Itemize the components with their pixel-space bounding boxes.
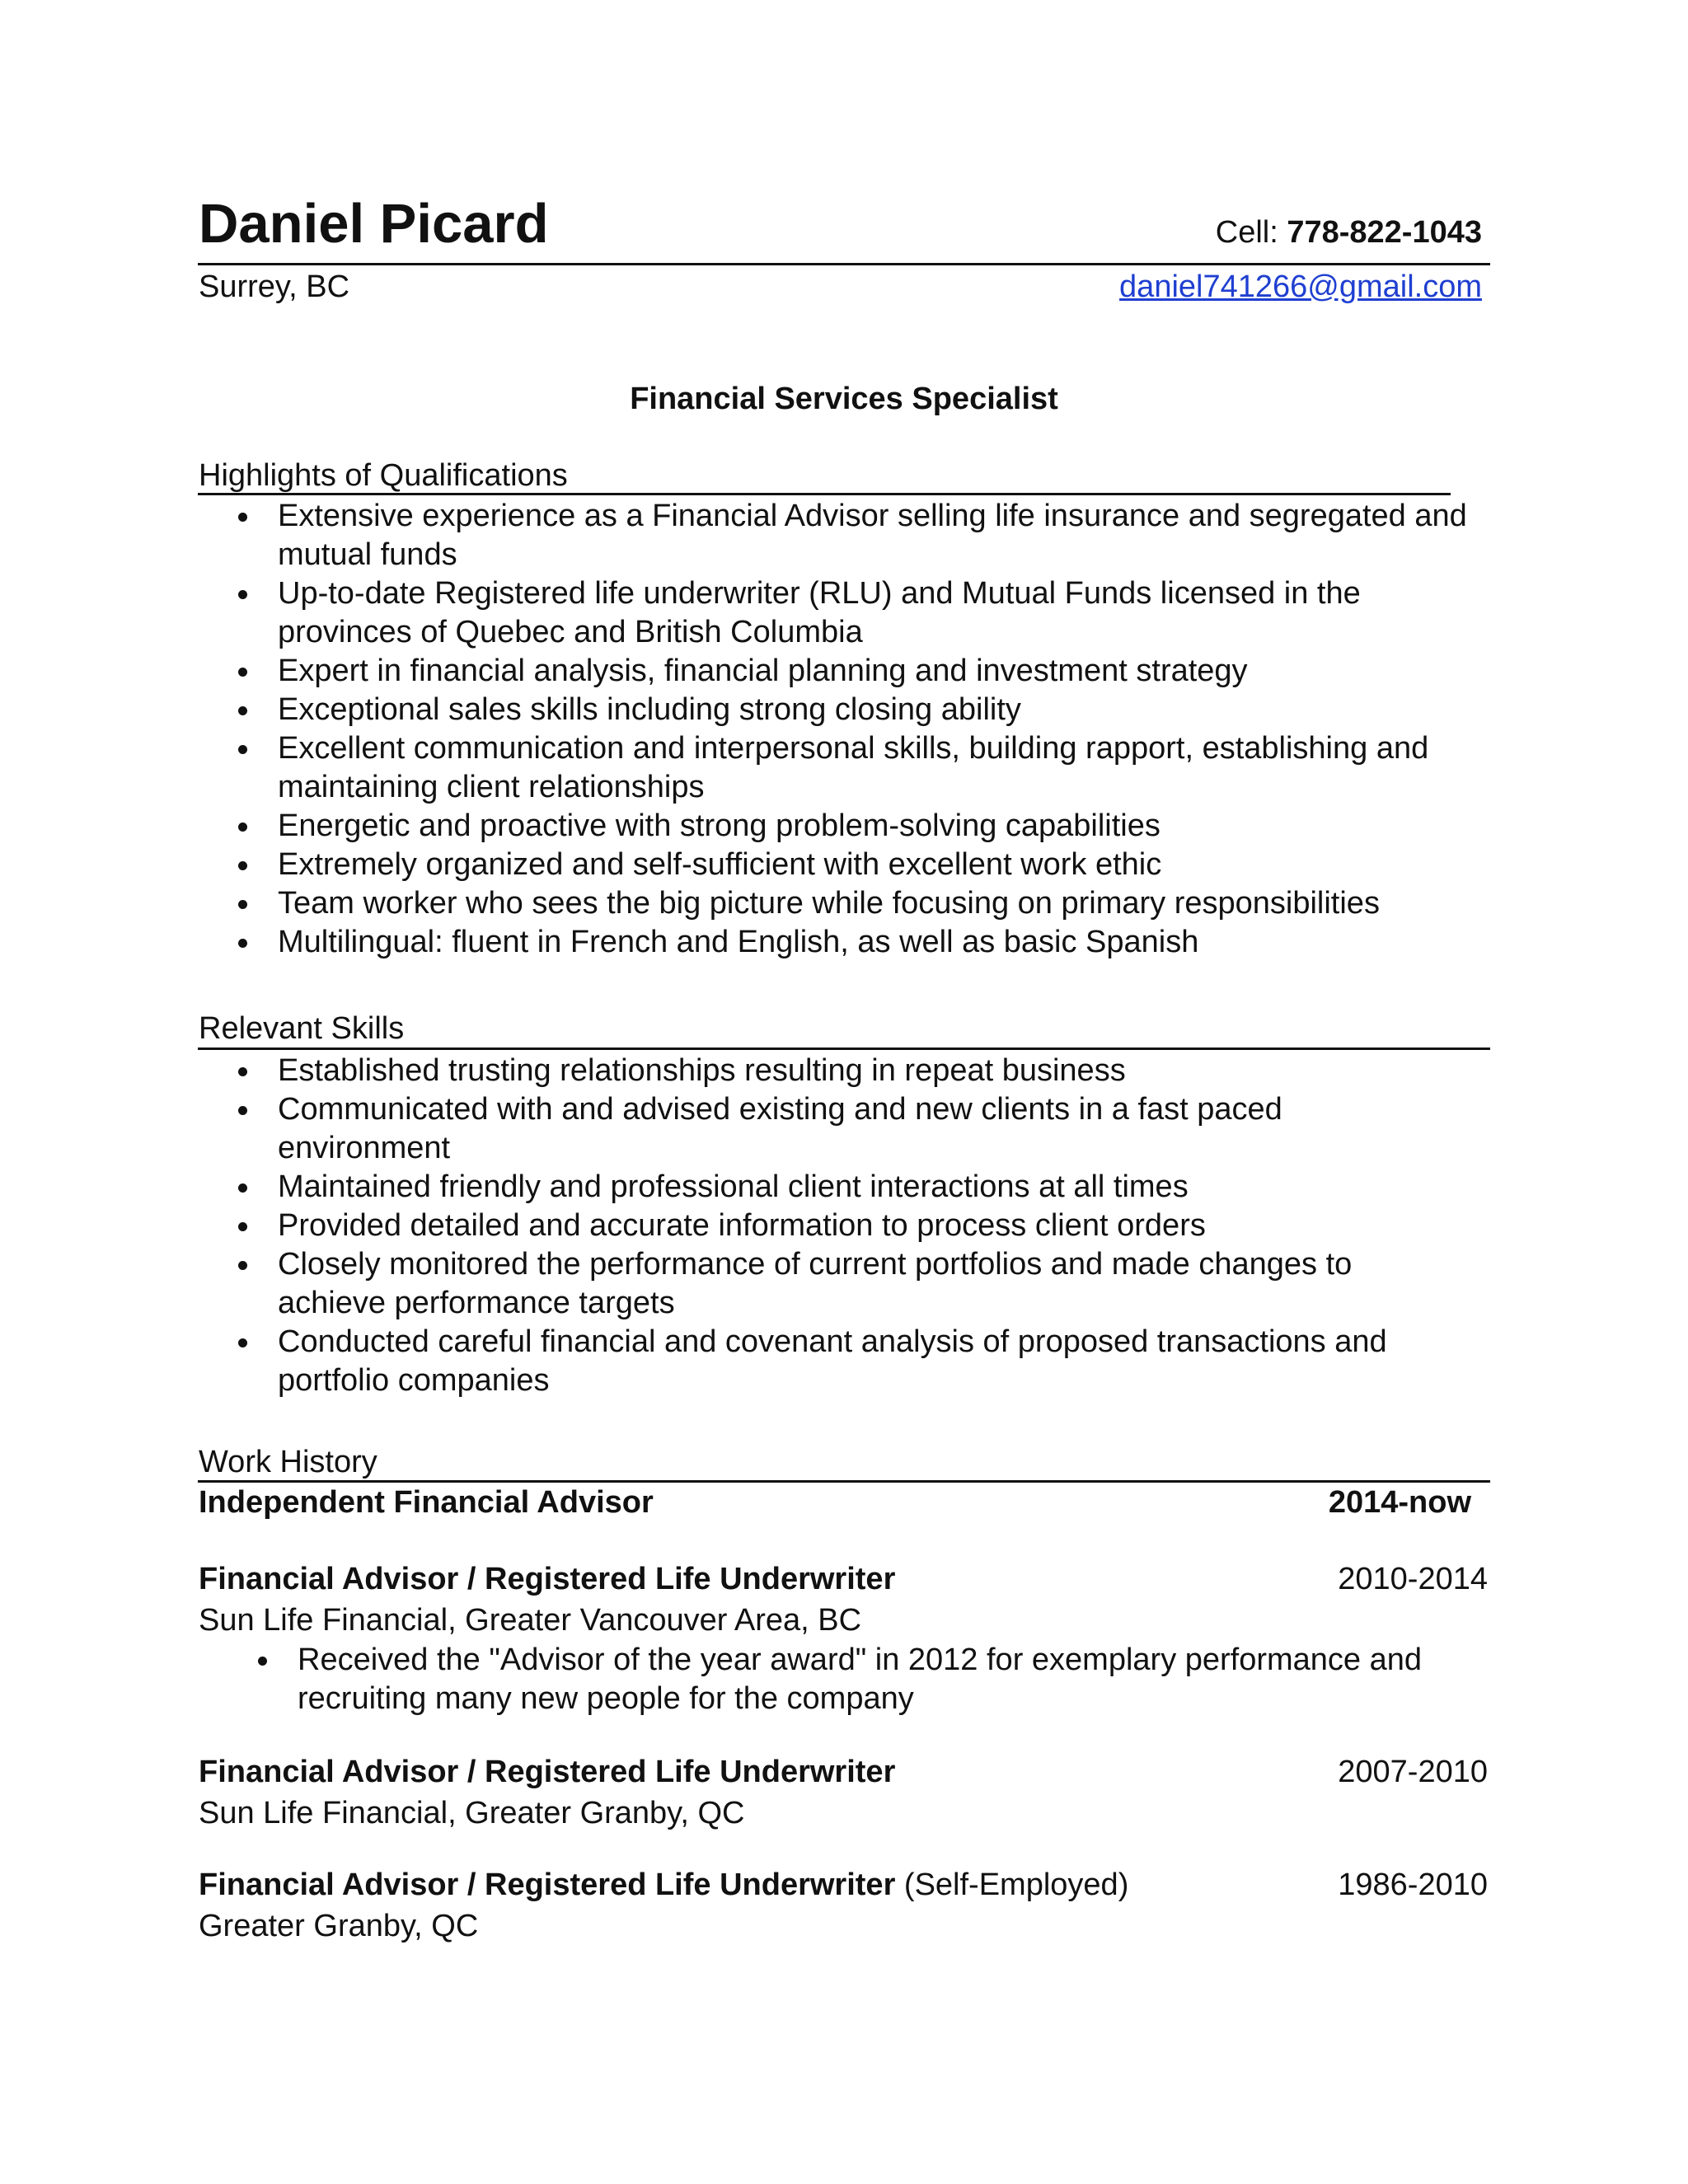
job-dates: 2010-2014 [1338, 1562, 1488, 1596]
skills-list [199, 1052, 1435, 1400]
list-item: Team worker who sees the big picture while focusing on primary responsibilities [199, 884, 1468, 923]
bullet-icon [238, 1222, 247, 1231]
bullet-icon [238, 1338, 247, 1347]
job-title: Financial Advisor / Registered Life Underwriter [199, 1562, 896, 1596]
bullet-icon [238, 861, 247, 870]
list-item: Communicated with and advised existing and new clients in a fast paced environment [199, 1090, 1435, 1168]
bullet-icon [238, 590, 247, 599]
bullet-icon [238, 823, 247, 832]
cell-phone [1216, 213, 1482, 252]
bullet-icon [238, 1067, 247, 1076]
job-achievements [218, 1641, 1455, 1718]
job-entry [199, 1864, 1488, 1947]
skills-divider [198, 1047, 1490, 1050]
bullet-icon [238, 668, 247, 677]
cell-label: Cell: [1215, 215, 1278, 250]
bullet-icon [238, 745, 247, 754]
list-item: Maintained friendly and professional client interactions at all times [199, 1168, 1435, 1207]
job-title: Financial Advisor / Registered Life Underwriter [199, 1868, 896, 1902]
skills-heading: Relevant Skills [199, 1011, 405, 1046]
qualifications-list [199, 497, 1468, 962]
cell-number: 778-822-1043 [1287, 215, 1482, 250]
job-note: (Self-Employed) [903, 1868, 1129, 1902]
list-item: Expert in financial analysis, financial planning and investment strategy [199, 652, 1468, 691]
header-divider [198, 263, 1490, 265]
qualifications-heading: Highlights of Qualifications [199, 458, 568, 493]
list-item: Extremely organized and self-sufficient with excellent work ethic [199, 846, 1468, 884]
bullet-icon [238, 1183, 247, 1193]
list-item: Exceptional sales skills including strong closing ability [199, 691, 1468, 729]
bullet-icon [238, 900, 247, 909]
list-item: Extensive experience as a Financial Advisor selling life insurance and segregated and mutual funds [199, 497, 1468, 574]
bullet-icon [238, 939, 247, 948]
list-item: Established trusting relationships resulting in repeat business [199, 1052, 1435, 1090]
candidate-name: Daniel Picard [199, 193, 549, 255]
email-link[interactable]: daniel741266@gmail.com [1119, 269, 1482, 304]
bullet-icon [258, 1657, 267, 1666]
job-title: Independent Financial Advisor [199, 1485, 654, 1520]
list-item: Energetic and proactive with strong problem-solving capabilities [199, 807, 1468, 846]
job-dates: 1986-2010 [1338, 1868, 1488, 1902]
list-item: Excellent communication and interpersonal skills, building rapport, establishing and maintaining client relationships [199, 729, 1468, 807]
job-entry [199, 1482, 1488, 1523]
bullet-icon [238, 513, 247, 522]
bullet-icon [238, 1106, 247, 1115]
job-dates: 2007-2010 [1338, 1755, 1488, 1789]
bullet-icon [238, 706, 247, 715]
list-item: Provided detailed and accurate information to process client orders [199, 1207, 1435, 1245]
job-employer: Sun Life Financial, Greater Vancouver Area, BC [199, 1603, 862, 1638]
list-item: Up-to-date Registered life underwriter (RLU) and Mutual Funds licensed in the provinces of Quebec and British Columbia [199, 574, 1468, 652]
job-dates: 2014-now [1328, 1485, 1471, 1520]
list-item: Conducted careful financial and covenant analysis of proposed transactions and portfolio companies [199, 1323, 1435, 1400]
headline: Financial Services Specialist [630, 382, 1058, 416]
job-entry [199, 1558, 1488, 1718]
job-entry [199, 1751, 1488, 1834]
list-item: Multilingual: fluent in French and English, as well as basic Spanish [199, 923, 1468, 962]
job-employer: Greater Granby, QC [199, 1909, 479, 1943]
bullet-icon [238, 1261, 247, 1270]
list-item: Received the "Advisor of the year award" in 2012 for exemplary performance and recruiting many new people for the company [218, 1641, 1455, 1718]
location: Surrey, BC [199, 269, 350, 304]
job-employer: Sun Life Financial, Greater Granby, QC [199, 1796, 745, 1830]
work-history-heading: Work History [199, 1445, 377, 1479]
qualifications-divider [198, 493, 1451, 495]
job-title: Financial Advisor / Registered Life Underwriter [199, 1755, 896, 1789]
list-item: Closely monitored the performance of current portfolios and made changes to achieve performance targets [199, 1245, 1435, 1323]
